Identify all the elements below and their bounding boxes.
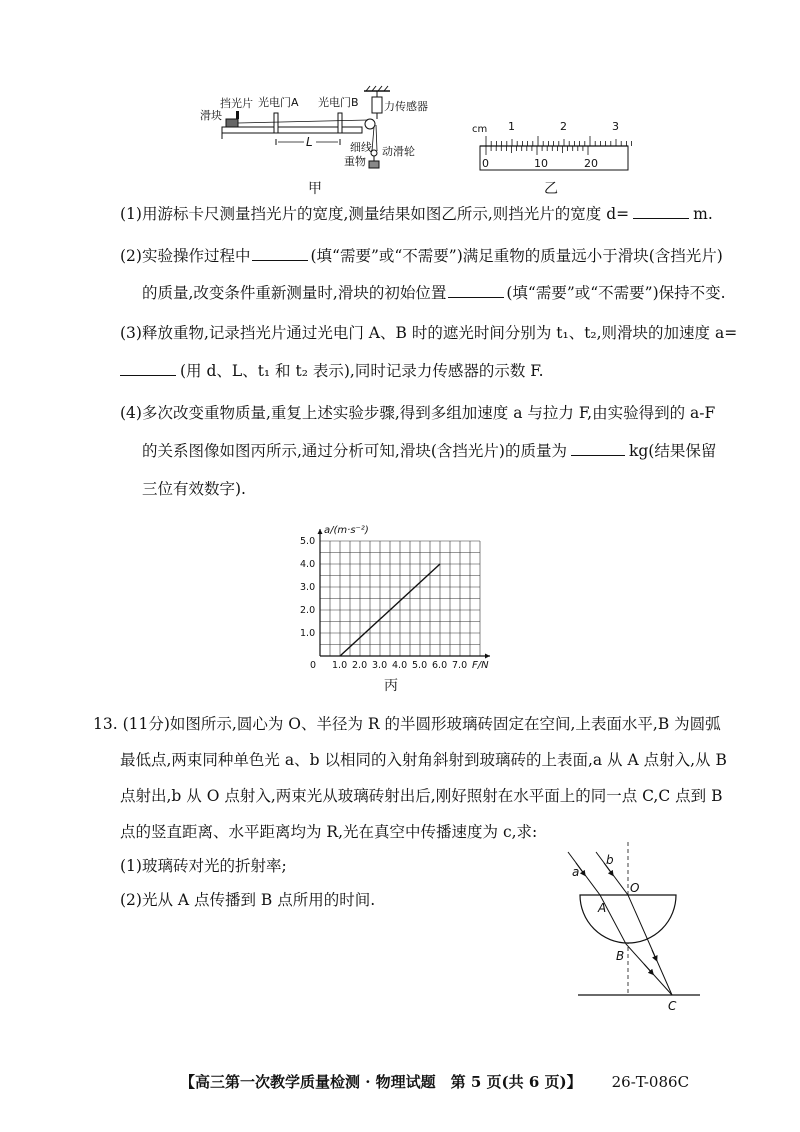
x-tick-label: 3.0	[372, 660, 388, 671]
label-gate-b: 光电门B	[318, 96, 359, 109]
force-sensor	[372, 97, 382, 113]
answer-blank[interactable]	[120, 361, 176, 376]
footer-title: 【高三第一次教学质量检测 · 物理试题 第 5 页(共 6 页)】	[180, 1073, 582, 1091]
chart-ticks	[300, 536, 467, 671]
label-pulley: 动滑轮	[382, 145, 415, 158]
vernier-tick-label: 0	[482, 157, 489, 170]
main-tick-label: 3	[612, 120, 619, 133]
x-tick-label: 1.0	[332, 660, 348, 671]
caption-jia: 甲	[308, 181, 322, 197]
y-axis-arrow	[318, 529, 323, 534]
q13-line2: 最低点,两束同种单色光 a、b 以相同的入射角斜射到玻璃砖的上表面,a 从 A 点射入,从 B	[120, 751, 727, 769]
main-scale	[486, 136, 632, 146]
label-slider: 滑块	[200, 109, 222, 122]
q13-sub1: (1)玻璃砖对光的折射率;	[120, 857, 287, 875]
y-axis-label: a/(m·s⁻²)	[324, 525, 369, 536]
label-gate-a: 光电门A	[258, 96, 299, 109]
pulley-top	[365, 119, 375, 129]
glass-block	[580, 895, 676, 943]
y-tick-label: 2.0	[300, 605, 316, 616]
caption-bing: 丙	[384, 678, 398, 694]
answer-blank[interactable]	[633, 204, 689, 219]
y-tick-label: 5.0	[300, 536, 316, 547]
shade-plate	[236, 111, 239, 119]
label-shade: 挡光片	[220, 97, 253, 110]
caption-yi: 乙	[544, 181, 558, 197]
label-point-c: C	[668, 999, 677, 1013]
gate-b	[338, 113, 342, 133]
x-tick-label: 6.0	[432, 660, 448, 671]
x-axis-label: F/N	[472, 660, 489, 671]
q12-part4-line1: (4)多次改变重物质量,重复上述实验步骤,得到多组加速度 a 与拉力 F,由实验得到的 a-F	[120, 404, 716, 422]
answer-blank[interactable]	[448, 283, 504, 298]
figure-glass-semicircle	[560, 840, 720, 1020]
answer-blank[interactable]	[252, 246, 308, 261]
label-sensor: 力传感器	[384, 100, 428, 113]
label-point-o: O	[630, 881, 640, 895]
slider-block	[226, 119, 238, 127]
q13-line1: 13. (11分)如图所示,圆心为 O、半径为 R 的半圆形玻璃砖固定在空间,上表面水平,B 为圆弧	[93, 715, 721, 733]
y-tick-label: 1.0	[300, 628, 316, 639]
chart-grid	[320, 541, 480, 656]
label-thread: 细线	[350, 141, 372, 154]
q12-part4-line3: 三位有效数字).	[142, 480, 246, 498]
main-tick-label: 1	[508, 120, 515, 133]
gate-a	[274, 113, 278, 133]
figure-yi	[472, 118, 632, 174]
x-tick-label: 2.0	[352, 660, 368, 671]
q12-part3-line2: (用 d、L、t₁ 和 t₂ 表示),同时记录力传感器的示数 F.	[120, 360, 700, 382]
vernier-scale	[486, 146, 588, 155]
y-tick-label: 3.0	[300, 582, 316, 593]
x-axis-arrow	[485, 654, 490, 659]
answer-blank[interactable]	[571, 441, 625, 456]
q12-part1: (1)用游标卡尺测量挡光片的宽度,测量结果如图乙所示,则挡光片的宽度 d= m.	[120, 205, 713, 223]
label-distance: L	[306, 135, 313, 149]
label-ray-b: b	[606, 853, 614, 867]
label-point-a: A	[598, 901, 607, 915]
vernier-frame	[480, 146, 628, 170]
q12-part2-line2: 的质量,改变条件重新测量时,滑块的初始位置 (填“需要”或“不需要”)保持不变.	[142, 284, 726, 302]
x-tick-label: 5.0	[412, 660, 428, 671]
q13-line3: 点射出,b 从 O 点射入,两束光从玻璃砖射出后,刚好照射在水平面上的同一点 C,C 点到 B	[120, 787, 723, 805]
figure-jia	[200, 85, 440, 185]
vernier-tick-label: 10	[534, 157, 548, 170]
q12-part4-line2: 的关系图像如图丙所示,通过分析可知,滑块(含挡光片)的质量为 kg(结果保留	[142, 442, 717, 460]
main-scale-unit: cm	[472, 124, 488, 135]
q12-part3-line1: (3)释放重物,记录挡光片通过光电门 A、B 时的遮光时间分别为 t₁、t₂,则滑块的加速度 a=	[120, 324, 738, 342]
y-tick-label: 4.0	[300, 559, 316, 570]
footer-code: 26-T-086C	[611, 1073, 690, 1091]
x-tick-label: 4.0	[392, 660, 408, 671]
main-tick-label: 2	[560, 120, 567, 133]
weight-block	[369, 161, 379, 168]
label-ray-a: a	[572, 865, 580, 879]
page-footer	[180, 1071, 689, 1092]
label-point-b: B	[616, 949, 625, 963]
q12-part2-line1: (2)实验操作过程中 (填“需要”或“不需要”)满足重物的质量远小于滑块(含挡光片)	[120, 247, 723, 265]
q13-sub2: (2)光从 A 点传播到 B 点所用的时间.	[120, 891, 376, 909]
x-tick-label: 7.0	[452, 660, 468, 671]
figure-bing-chart	[290, 515, 500, 675]
origin-label: 0	[310, 660, 317, 671]
vernier-tick-label: 20	[584, 157, 598, 170]
label-weight: 重物	[344, 155, 366, 168]
q13-line4: 点的竖直距离、水平距离均为 R,光在真空中传播速度为 c,求:	[120, 823, 538, 841]
